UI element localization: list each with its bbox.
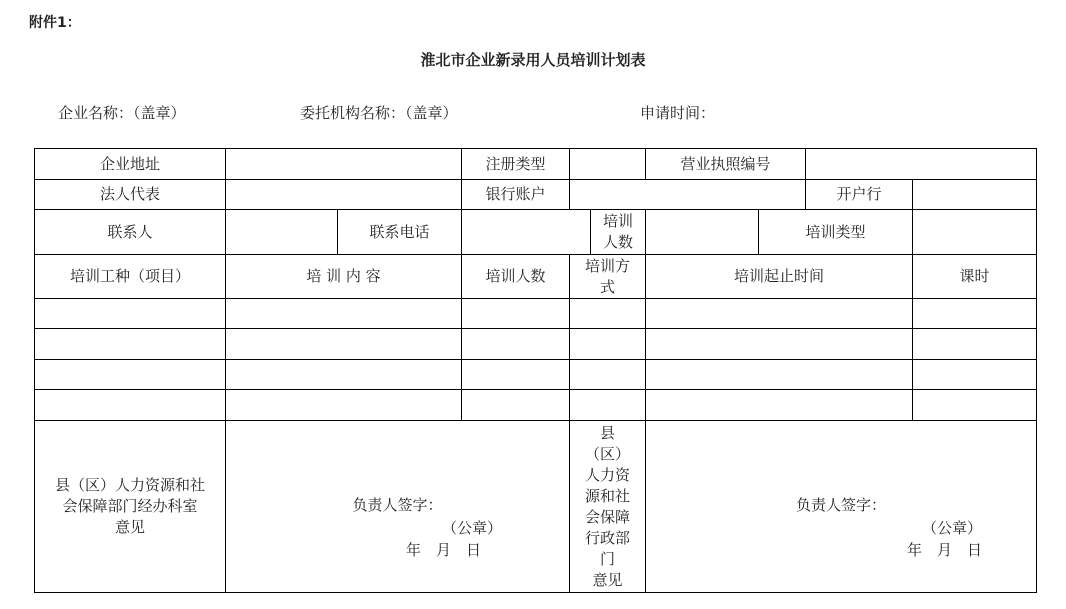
reg-type-label: 注册类型 — [462, 149, 570, 180]
county-admin-opinion-line: 人力资 — [584, 465, 630, 484]
train-count-label-line: 人数 — [602, 233, 633, 251]
header-period: 培训起止时间 — [646, 255, 913, 299]
header-mode-line: 式 — [599, 277, 615, 296]
data-cell[interactable] — [570, 360, 646, 390]
county-admin-opinion-cell[interactable] — [646, 421, 1037, 593]
data-cell[interactable] — [462, 360, 570, 390]
form-title: 淮北市企业新录用人员培训计划表 — [420, 51, 646, 69]
attachment-label: 附件1： — [29, 15, 81, 31]
bank-account-cell[interactable] — [570, 180, 806, 210]
date-label: 年 月 日 — [406, 541, 482, 559]
bank-label: 开户行 — [806, 180, 913, 210]
contact-cell[interactable] — [226, 210, 338, 255]
legal-rep-cell[interactable] — [226, 180, 462, 210]
data-cell[interactable] — [646, 360, 913, 390]
bank-cell[interactable] — [913, 180, 1037, 210]
county-office-opinion-line: 会保障部门经办科室 — [62, 497, 198, 515]
county-admin-opinion-line: 意见 — [592, 570, 623, 589]
table-row — [35, 329, 1037, 360]
company-name-label: 企业名称：（盖章） — [58, 104, 186, 122]
data-cell[interactable] — [462, 329, 570, 360]
county-office-opinion-line: 意见 — [114, 518, 145, 536]
table-row — [35, 180, 1037, 210]
county-admin-opinion-label — [570, 421, 646, 593]
data-cell[interactable] — [226, 360, 462, 390]
legal-rep-label: 法人代表 — [35, 180, 226, 210]
table-row — [35, 390, 1037, 421]
data-cell[interactable] — [570, 329, 646, 360]
data-cell[interactable] — [35, 360, 226, 390]
data-cell[interactable] — [646, 390, 913, 421]
train-count-label-line: 培训 — [602, 212, 633, 230]
data-cell[interactable] — [570, 390, 646, 421]
train-count-cell[interactable] — [646, 210, 759, 255]
data-cell[interactable] — [226, 390, 462, 421]
phone-cell[interactable] — [462, 210, 591, 255]
license-no-cell[interactable] — [806, 149, 1037, 180]
county-office-opinion-cell[interactable] — [226, 421, 570, 593]
contact-label: 联系人 — [35, 210, 226, 255]
data-cell[interactable] — [35, 299, 226, 329]
header-count: 培训人数 — [462, 255, 570, 299]
table-row — [35, 421, 1037, 593]
table-row — [35, 255, 1037, 299]
phone-label: 联系电话 — [338, 210, 462, 255]
county-admin-opinion-line: 会保障 — [584, 507, 630, 526]
data-cell[interactable] — [913, 329, 1037, 360]
data-cell[interactable] — [646, 329, 913, 360]
agency-name-label: 委托机构名称：（盖章） — [300, 104, 458, 122]
table-row — [35, 210, 1037, 255]
table-row — [35, 149, 1037, 180]
data-cell[interactable] — [226, 299, 462, 329]
data-cell[interactable] — [913, 299, 1037, 329]
data-cell[interactable] — [462, 299, 570, 329]
official-seal-label: （公章） — [442, 519, 503, 537]
county-admin-opinion-line: 源和社 — [584, 486, 630, 505]
county-admin-opinion-line: （区） — [584, 444, 630, 463]
signature-label: 负责人签字： — [352, 496, 443, 514]
application-date-label: 申请时间： — [640, 104, 716, 122]
table-row — [35, 299, 1037, 329]
header-mode-line: 培训方 — [584, 256, 630, 275]
data-cell[interactable] — [646, 299, 913, 329]
train-count-label — [591, 210, 646, 255]
official-seal-label: （公章） — [922, 519, 983, 537]
county-admin-opinion-line: 行政部 — [584, 528, 630, 547]
data-cell[interactable] — [913, 390, 1037, 421]
header-hours: 课时 — [913, 255, 1037, 299]
date-label: 年 月 日 — [907, 541, 983, 559]
address-cell[interactable] — [226, 149, 462, 180]
signature-label: 负责人签字： — [796, 496, 887, 514]
data-cell[interactable] — [35, 390, 226, 421]
data-cell[interactable] — [570, 299, 646, 329]
county-admin-opinion-line: 县 — [599, 423, 615, 442]
data-cell[interactable] — [226, 329, 462, 360]
header-content: 培 训 内 容 — [226, 255, 462, 299]
data-cell[interactable] — [35, 329, 226, 360]
train-type-label: 培训类型 — [759, 210, 913, 255]
county-office-opinion-label — [35, 421, 226, 593]
county-office-opinion-line: 县（区）人力资源和社 — [54, 476, 205, 494]
train-type-cell[interactable] — [913, 210, 1037, 255]
bank-account-label: 银行账户 — [462, 180, 570, 210]
training-plan-table — [34, 148, 1037, 593]
license-no-label: 营业执照编号 — [646, 149, 806, 180]
header-job: 培训工种（项目） — [35, 255, 226, 299]
table-row — [35, 360, 1037, 390]
address-label: 企业地址 — [35, 149, 226, 180]
data-cell[interactable] — [913, 360, 1037, 390]
reg-type-cell[interactable] — [570, 149, 646, 180]
header-mode — [570, 255, 646, 299]
county-admin-opinion-line: 门 — [599, 549, 615, 568]
data-cell[interactable] — [462, 390, 570, 421]
